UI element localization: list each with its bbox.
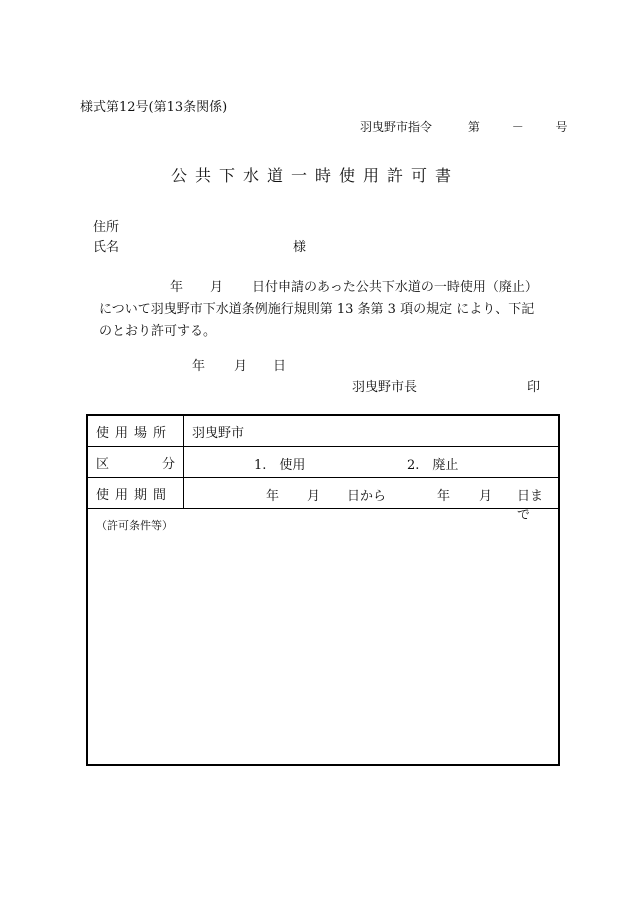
option-abolish: 2. 廃止 — [407, 458, 459, 473]
body-year: 年 — [170, 280, 184, 295]
seal-mark: 印 — [527, 380, 541, 395]
period-row — [87, 478, 559, 509]
issue-number — [360, 118, 568, 135]
honorific: 様 — [293, 240, 307, 255]
category-label — [87, 447, 184, 478]
form-number: 様式第12号(第13条関係) — [80, 100, 228, 115]
issue-go: 号 — [555, 120, 568, 134]
issue-prefix: 羽曳野市指令 — [360, 120, 433, 134]
address-label: 住所 — [93, 220, 120, 235]
body-line3: のとおり許可する。 — [99, 324, 217, 339]
period-values — [184, 478, 560, 523]
issue-dash: － — [511, 120, 524, 134]
category-label-1: 区 — [96, 456, 110, 472]
conditions-cell — [87, 509, 559, 766]
category-options — [184, 447, 560, 478]
issue-dai: 第 — [467, 120, 480, 134]
body-month: 月 — [210, 280, 224, 295]
to-day: 日まで — [517, 489, 544, 523]
issue-date-month: 月 — [234, 359, 248, 374]
period-label-text: 使用期間 — [96, 487, 173, 503]
conditions-label: （許可条件等） — [96, 519, 173, 532]
from-year: 年 — [266, 489, 280, 504]
place-value: 羽曳野市 — [184, 415, 560, 447]
category-label-2: 分 — [161, 456, 175, 472]
place-label — [87, 415, 184, 447]
to-year: 年 — [437, 489, 451, 504]
issue-date-day: 日 — [273, 359, 287, 374]
from-day: 日から — [347, 489, 387, 504]
place-label-text: 使用場所 — [96, 425, 173, 441]
issuer-title: 羽曳野市長 — [352, 380, 418, 395]
document-title: 公共下水道一時使用許可書 — [170, 166, 459, 185]
body-line1: 日付申請のあった公共下水道の一時使用（廃止） — [252, 280, 538, 295]
option-use: 1. 使用 — [254, 458, 306, 473]
period-label — [87, 478, 184, 509]
permit-table — [86, 414, 560, 766]
place-row — [87, 415, 559, 447]
body-line2: について羽曳野市下水道条例施行規則第 13 条第 3 項の規定 により、下記 — [99, 302, 535, 317]
conditions-row — [87, 509, 559, 766]
issue-date-year: 年 — [192, 359, 206, 374]
name-label: 氏名 — [93, 240, 120, 255]
category-row — [87, 447, 559, 478]
to-month: 月 — [479, 489, 493, 504]
from-month: 月 — [307, 489, 321, 504]
